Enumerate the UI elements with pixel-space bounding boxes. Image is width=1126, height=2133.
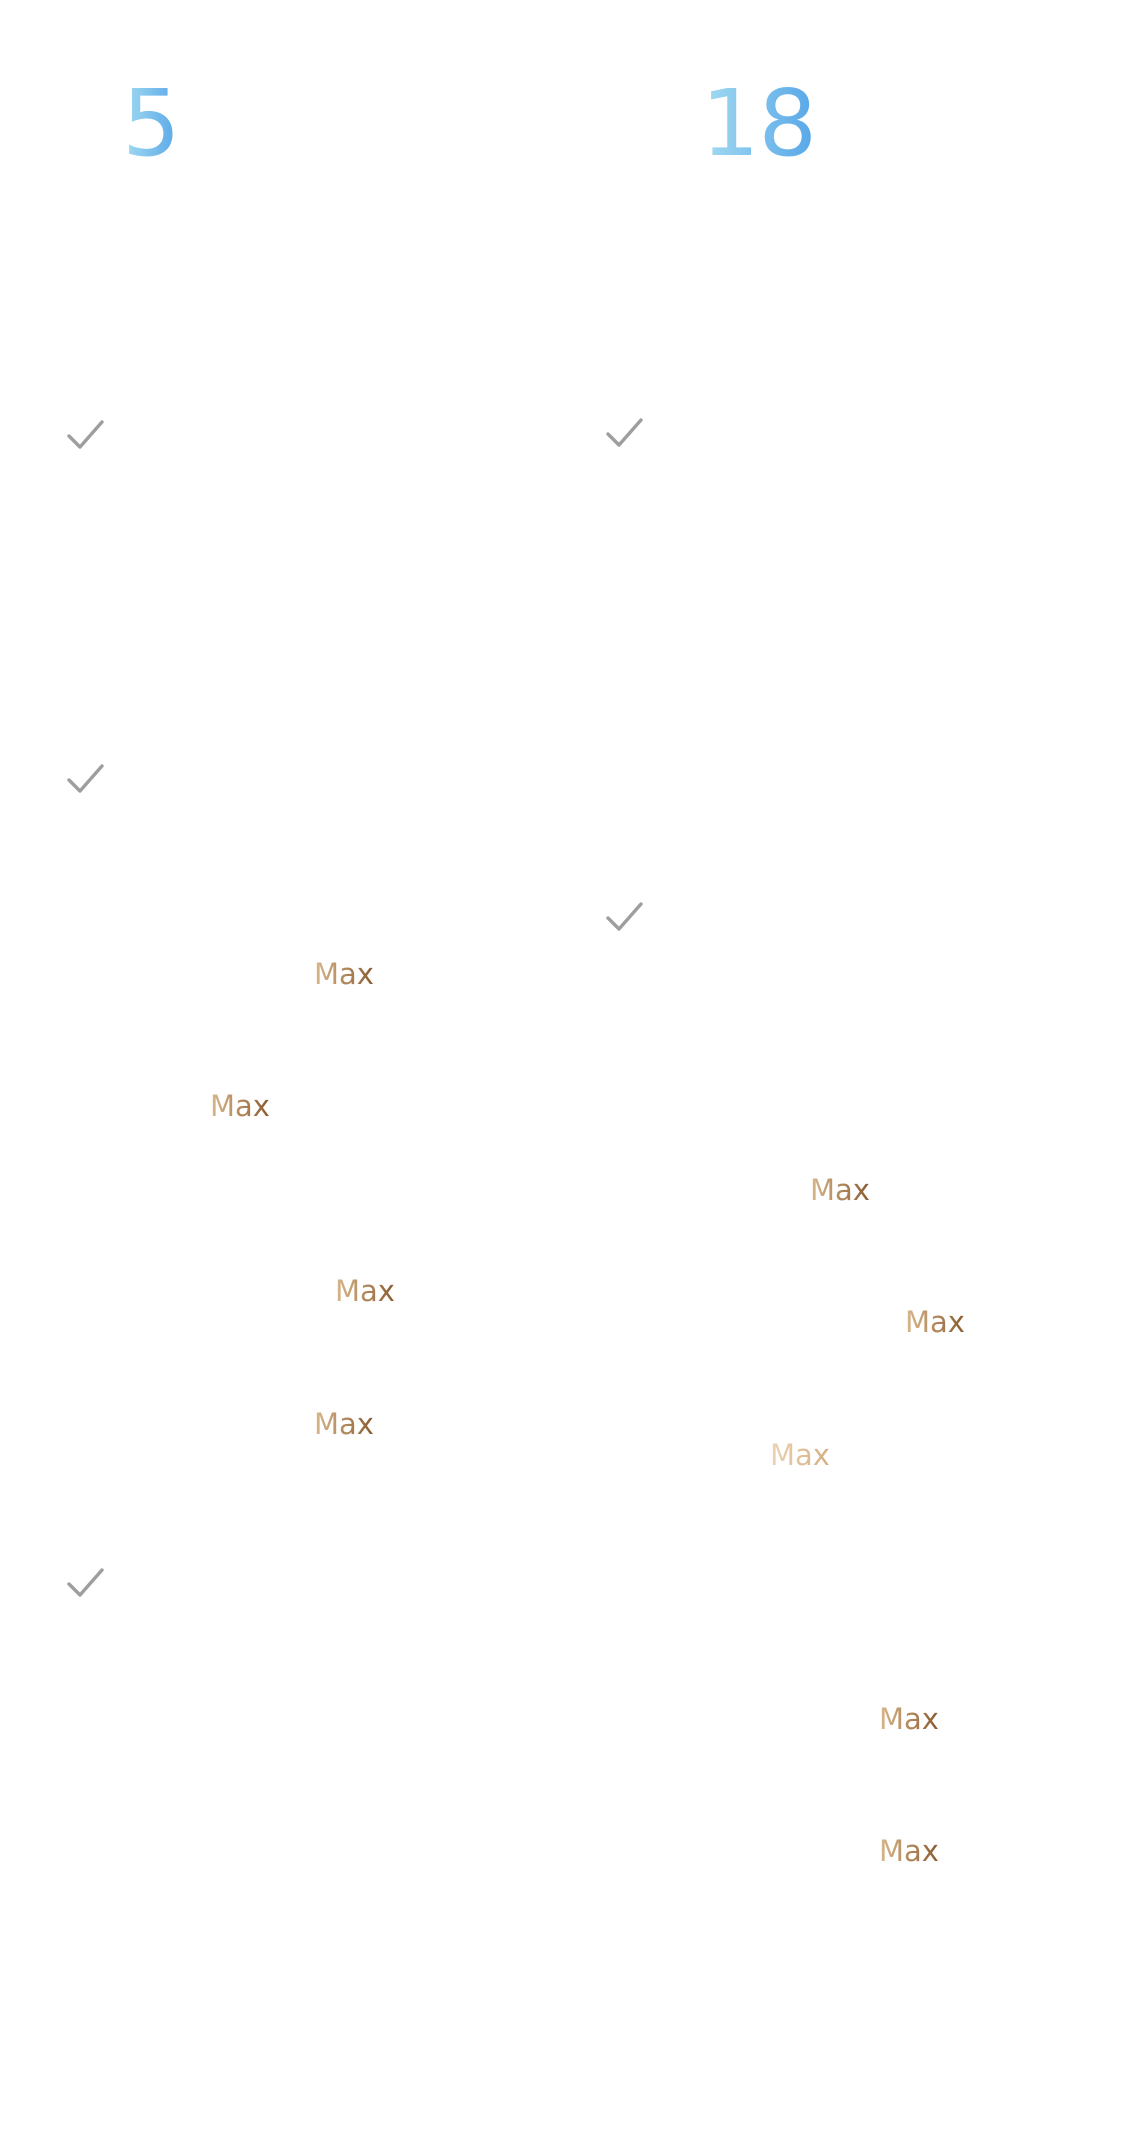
checkmark-icon [66, 416, 106, 456]
max-badge: Max [210, 1089, 270, 1123]
right-count: 18 [701, 70, 817, 177]
right-panel [563, 0, 1126, 2133]
max-badge: Max [905, 1305, 965, 1339]
checkmark-icon [605, 414, 645, 454]
max-badge: Max [879, 1834, 939, 1868]
max-badge: Max [810, 1173, 870, 1207]
checkmark-icon [66, 760, 106, 800]
max-badge: Max [770, 1438, 830, 1472]
checkmark-icon [605, 898, 645, 938]
max-badge: Max [314, 1407, 374, 1441]
max-badge: Max [335, 1274, 395, 1308]
checkmark-icon [66, 1564, 106, 1604]
max-badge: Max [314, 957, 374, 991]
max-badge: Max [879, 1702, 939, 1736]
left-count: 5 [122, 70, 180, 177]
